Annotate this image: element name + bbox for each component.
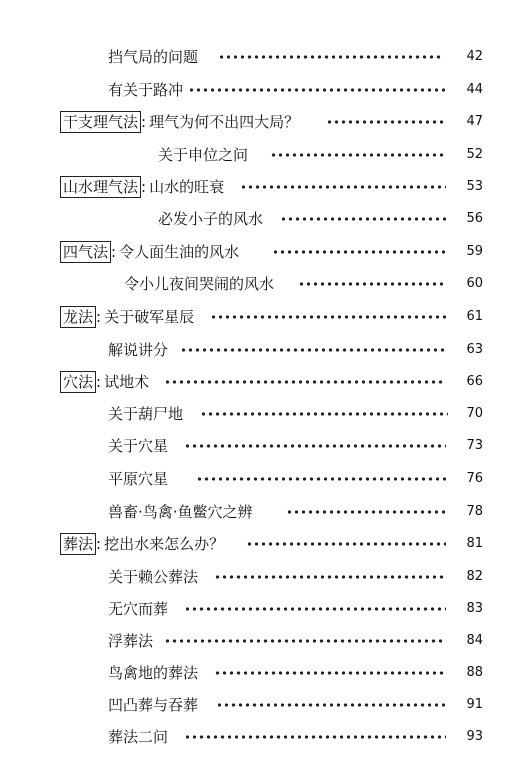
entry-title: 关于破军星辰 [104,308,195,326]
entry-title: 凹凸葬与吞葬 [108,696,199,714]
dot-leader [184,725,446,749]
page-number: 61 [466,309,483,324]
dot-leader [180,338,446,362]
page-number: 82 [466,569,483,584]
section-label: 葬法 [60,533,96,555]
toc-entry [0,45,523,69]
dot-leader [196,467,446,491]
page-number: 73 [466,438,483,453]
toc-entry [0,338,523,362]
toc-entry [0,434,523,458]
page-number: 47 [466,114,483,129]
toc-entry [0,597,523,621]
dot-leader [280,207,448,231]
page-number: 63 [466,342,483,357]
page-number: 88 [466,665,483,680]
page-number: 44 [466,82,483,97]
page-number: 60 [466,276,483,291]
toc-entry [0,565,523,589]
entry-title: 挖出水来怎么办？ [104,535,225,553]
dot-leader [164,629,446,653]
toc-entry: 穴法 : 试地术 66 [0,370,523,394]
entry-title: 必发小子的风水 [158,210,264,228]
dot-leader [184,597,446,621]
toc-entry [0,402,523,426]
entry-title: 浮葬法 [108,632,154,650]
page-number: 56 [466,211,483,226]
entry-title: 关于赖公葬法 [108,568,199,586]
entry-title: 令人面生油的风水 [119,243,240,261]
entry-title: 兽畜·鸟禽·鱼鳖穴之辨 [108,503,253,521]
toc-entry [0,78,523,102]
toc-entry [0,661,523,685]
dot-leader [216,693,446,717]
dot-leader [272,240,448,264]
page-number: 84 [466,633,483,648]
dot-leader [214,565,446,589]
page-number: 78 [466,504,483,519]
entry-title: 挡气局的问题 [108,48,199,66]
dot-leader [184,434,446,458]
entry-title: 山水的旺衰 [149,178,225,196]
entry-title: 理气为何不出四大局？ [149,113,300,131]
page-number: 83 [466,601,483,616]
section-label: 干支理气法 [60,111,141,133]
dot-leader [200,402,448,426]
dot-leader [164,370,446,394]
dot-leader [218,45,444,69]
section-label: 山水理气法 [60,176,141,198]
dot-leader [214,661,446,685]
entry-title: 令小儿夜间哭闹的风水 [124,275,275,293]
toc-entry: 葬法 : 挖出水来怎么办？ 81 [0,532,523,556]
toc-entry [0,725,523,749]
dot-leader [210,305,446,329]
entry-title: 关于葫尸地 [108,405,184,423]
entry-title: 鸟禽地的葬法 [108,664,199,682]
entry-title: 关于穴星 [108,437,169,455]
toc-entry: 四气法 : 令人面生油的风水 59 [0,240,523,264]
toc-entry [0,629,523,653]
dot-leader [298,272,446,296]
entry-title: 关于申位之问 [158,146,249,164]
toc-entry [0,207,523,231]
dot-leader [270,143,446,167]
toc-entry: 龙法 : 关于破军星辰 61 [0,305,523,329]
entry-title: 无穴而葬 [108,600,169,618]
toc-entry [0,500,523,524]
entry-title: 葬法二问 [108,728,169,746]
entry-title: 有关于路冲 [108,81,184,99]
page-number: 66 [466,374,483,389]
entry-title: 平原穴星 [108,470,169,488]
section-label: 四气法 [60,241,111,263]
toc-entry [0,272,523,296]
page-number: 42 [466,49,483,64]
page-number: 91 [466,697,483,712]
page-number: 81 [466,536,483,551]
page-number: 76 [466,471,483,486]
page-number: 53 [466,179,483,194]
dot-leader [326,110,446,134]
page-number: 93 [466,729,483,744]
toc-entry: 干支理气法 : 理气为何不出四大局？ 47 [0,110,523,134]
entry-title: 解说讲分 [108,341,169,359]
section-label: 穴法 [60,371,96,393]
dot-leader [246,532,446,556]
page-number: 52 [466,147,483,162]
page-number: 59 [466,244,483,259]
toc-entry: 山水理气法 : 山水的旺衰 53 [0,175,523,199]
dot-leader [188,78,448,102]
dot-leader [240,175,446,199]
page-number: 70 [466,406,483,421]
toc-entry [0,467,523,491]
section-label: 龙法 [60,306,96,328]
toc-entry [0,693,523,717]
dot-leader [286,500,446,524]
entry-title: 试地术 [104,373,150,391]
toc-entry [0,143,523,167]
